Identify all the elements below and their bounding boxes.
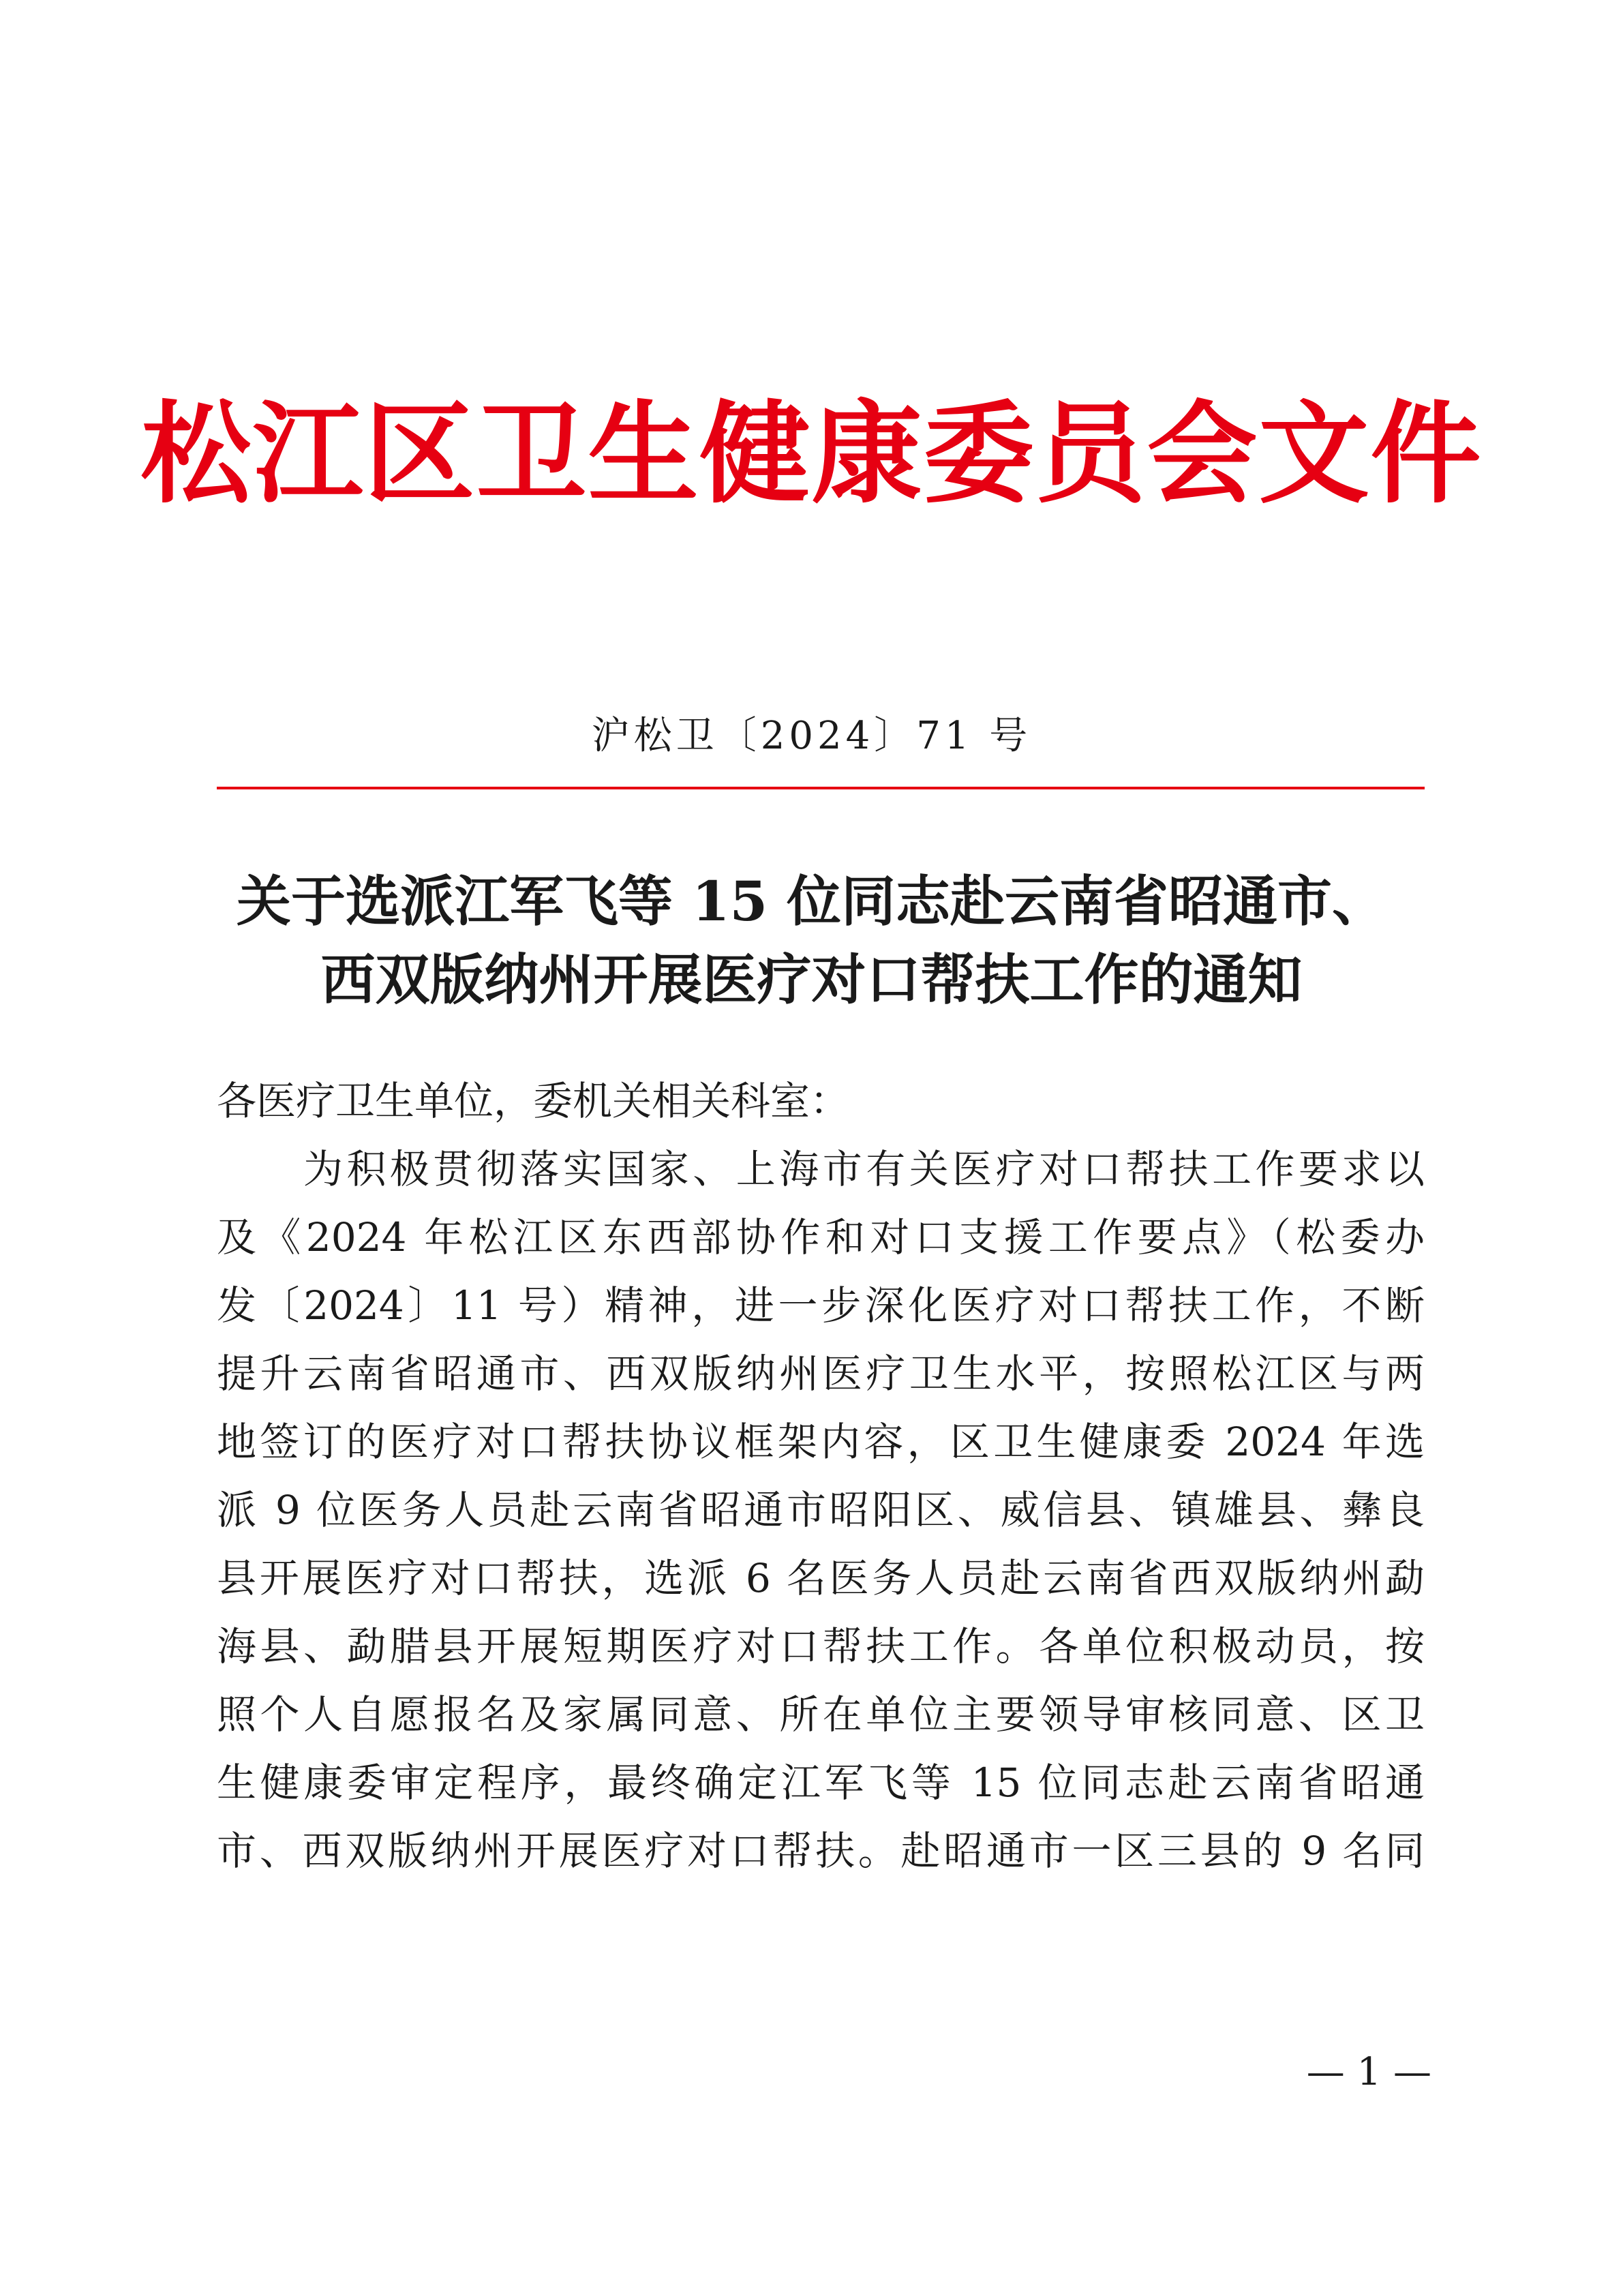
red-divider-line (217, 787, 1425, 789)
body-line: 海县、勐腊县开展短期医疗对口帮扶工作。各单位积极动员，按 (217, 1623, 1425, 1670)
document-title (204, 862, 1419, 1019)
body-line: 地签订的医疗对口帮扶协议框架内容，区卫生健康委 2024 年选 (217, 1419, 1425, 1465)
salutation: 各医疗卫生单位，委机关相关科室： (217, 1078, 850, 1124)
document-title-line: 关于选派江军飞等 15 位同志赴云南省昭通市、 (236, 869, 1387, 933)
body-line: 市、西双版纳州开展医疗对口帮扶。赴昭通市一区三县的 9 名同 (217, 1828, 1425, 1874)
document-header-title: 松江区卫生健康委员会文件 (140, 389, 1483, 519)
body-line: 派 9 位医务人员赴云南省昭通市昭阳区、威信县、镇雄县、彝良 (217, 1487, 1425, 1533)
body-line: 县开展医疗对口帮扶，选派 6 名医务人员赴云南省西双版纳州勐 (217, 1555, 1425, 1601)
document-body (217, 1067, 1425, 1885)
document-number: 沪松卫〔2024〕71 号 (591, 714, 1032, 758)
body-line: 照个人自愿报名及家属同意、所在单位主要领导审核同意、区卫 (217, 1691, 1425, 1738)
body-line: 及《2024 年松江区东西部协作和对口支援工作要点》（松委办 (217, 1214, 1425, 1260)
body-line: 生健康委审定程序，最终确定江军飞等 15 位同志赴云南省昭通 (217, 1759, 1425, 1806)
page-number: — 1 — (1306, 2050, 1431, 2094)
document-title-line: 西双版纳州开展医疗对口帮扶工作的通知 (320, 948, 1303, 1012)
body-line: 提升云南省昭通市、西双版纳州医疗卫生水平，按照松江区与两 (217, 1350, 1425, 1397)
body-line: 为积极贯彻落实国家、上海市有关医疗对口帮扶工作要求以 (217, 1146, 1425, 1192)
body-line: 发〔2024〕11 号）精神，进一步深化医疗对口帮扶工作，不断 (217, 1282, 1425, 1329)
